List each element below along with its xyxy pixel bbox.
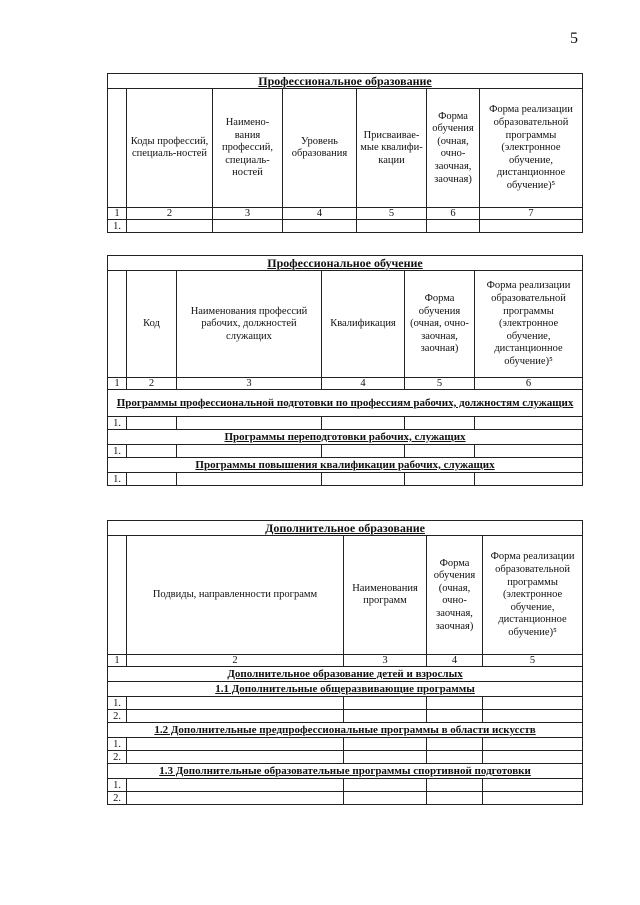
table-cell	[475, 473, 583, 486]
page-number: 5	[570, 30, 578, 47]
table-row	[108, 738, 583, 751]
column-number: 5	[483, 655, 583, 667]
column-header: Коды профессий, специаль-ностей	[127, 89, 213, 208]
table-row	[108, 792, 583, 805]
table-cell	[127, 473, 177, 486]
table-cell	[475, 417, 583, 430]
table-cell	[322, 445, 405, 458]
column-header	[108, 89, 127, 208]
column-number: 6	[475, 378, 583, 390]
professional-training-table	[107, 255, 583, 486]
table-row	[108, 417, 583, 430]
table-cell	[483, 738, 583, 751]
column-number: 7	[480, 208, 583, 220]
table-cell	[483, 751, 583, 764]
table-cell	[480, 220, 583, 233]
table-cell	[427, 738, 483, 751]
table-cell	[322, 473, 405, 486]
table-cell	[213, 220, 283, 233]
table-cell	[127, 710, 344, 723]
table-cell	[127, 751, 344, 764]
column-number: 2	[127, 655, 344, 667]
group-title: Дополнительное образование детей и взрослых	[108, 667, 583, 682]
column-header: Присваивае-мые квалифи-кации	[357, 89, 427, 208]
column-header: Форма реализации образовательной программы (электронное обучение, дистанционное обучение)⁵	[483, 536, 583, 655]
table-cell	[427, 751, 483, 764]
row-label: 1.	[108, 697, 127, 710]
column-number: 5	[357, 208, 427, 220]
row-label: 1.	[108, 738, 127, 751]
table-cell	[344, 738, 427, 751]
column-header: Форма обучения (очная, очно-заочная, заочная)	[427, 536, 483, 655]
table-row	[108, 779, 583, 792]
table-cell	[127, 417, 177, 430]
row-label: 1.	[108, 445, 127, 458]
column-number: 2	[127, 378, 177, 390]
table-cell	[127, 738, 344, 751]
table-cell	[127, 697, 344, 710]
table-title: Дополнительное образование	[108, 521, 583, 536]
table-cell	[127, 779, 344, 792]
column-number: 3	[344, 655, 427, 667]
additional-education-table	[107, 520, 583, 805]
column-number: 5	[405, 378, 475, 390]
column-header	[108, 271, 127, 378]
table-row	[108, 751, 583, 764]
column-number: 1	[108, 655, 127, 667]
table-title: Профессиональное образование	[108, 74, 583, 89]
row-label: 1.	[108, 220, 127, 233]
column-number: 4	[283, 208, 357, 220]
table-title: Профессиональное обучение	[108, 256, 583, 271]
column-number: 4	[322, 378, 405, 390]
table-cell	[344, 792, 427, 805]
table-row	[108, 710, 583, 723]
table-cell	[344, 697, 427, 710]
table-row	[108, 220, 583, 233]
column-header: Код	[127, 271, 177, 378]
column-number: 1	[108, 208, 127, 220]
section-title: 1.1 Дополнительные общеразвивающие программы	[108, 682, 583, 697]
table-cell	[177, 445, 322, 458]
table-cell	[427, 697, 483, 710]
table-cell	[483, 779, 583, 792]
column-header: Наименования профессий рабочих, должностей служащих	[177, 271, 322, 378]
table-row	[108, 445, 583, 458]
table-row	[108, 697, 583, 710]
section-title: Программы профессиональной подготовки по профессиям рабочих, должностям служащих	[108, 390, 583, 417]
table-cell	[177, 417, 322, 430]
table-cell	[344, 710, 427, 723]
column-header: Наименования программ	[344, 536, 427, 655]
table-cell	[427, 220, 480, 233]
table-cell	[483, 697, 583, 710]
table-cell	[322, 417, 405, 430]
column-number: 1	[108, 378, 127, 390]
table-cell	[427, 710, 483, 723]
column-header: Квалификация	[322, 271, 405, 378]
row-label: 2.	[108, 792, 127, 805]
table-cell	[483, 710, 583, 723]
table-cell	[344, 751, 427, 764]
section-title: Программы повышения квалификации рабочих, служащих	[108, 458, 583, 473]
row-label: 2.	[108, 710, 127, 723]
row-label: 1.	[108, 779, 127, 792]
column-number: 6	[427, 208, 480, 220]
table-cell	[405, 417, 475, 430]
table-cell	[483, 792, 583, 805]
column-header: Форма реализации образовательной программы (электронное обучение, дистанционное обучение)⁵	[475, 271, 583, 378]
table-cell	[357, 220, 427, 233]
section-title: 1.3 Дополнительные образовательные программы спортивной подготовки	[108, 764, 583, 779]
row-label: 2.	[108, 751, 127, 764]
table-cell	[344, 779, 427, 792]
column-header: Подвиды, направленности программ	[127, 536, 344, 655]
column-number: 3	[213, 208, 283, 220]
column-header	[108, 536, 127, 655]
table-cell	[127, 220, 213, 233]
row-label: 1.	[108, 417, 127, 430]
column-header: Наимено-вания профессий, специаль-ностей	[213, 89, 283, 208]
section-title: 1.2 Дополнительные предпрофессиональные программы в области искусств	[108, 723, 583, 738]
column-header: Форма обучения (очная, очно-заочная, заочная)	[405, 271, 475, 378]
table-cell	[427, 792, 483, 805]
table-cell	[427, 779, 483, 792]
table-cell	[283, 220, 357, 233]
table-cell	[405, 473, 475, 486]
table-cell	[475, 445, 583, 458]
table-cell	[127, 792, 344, 805]
section-title: Программы переподготовки рабочих, служащих	[108, 430, 583, 445]
column-header: Уровень образования	[283, 89, 357, 208]
table-cell	[177, 473, 322, 486]
table-cell	[405, 445, 475, 458]
table-row	[108, 473, 583, 486]
column-number: 2	[127, 208, 213, 220]
table-cell	[127, 445, 177, 458]
column-number: 3	[177, 378, 322, 390]
column-header: Форма реализации образовательной программы (электронное обучение, дистанционное обучение)⁵	[480, 89, 583, 208]
professional-education-table	[107, 73, 583, 233]
column-header: Форма обучения (очная, очно-заочная, заочная)	[427, 89, 480, 208]
column-number: 4	[427, 655, 483, 667]
row-label: 1.	[108, 473, 127, 486]
